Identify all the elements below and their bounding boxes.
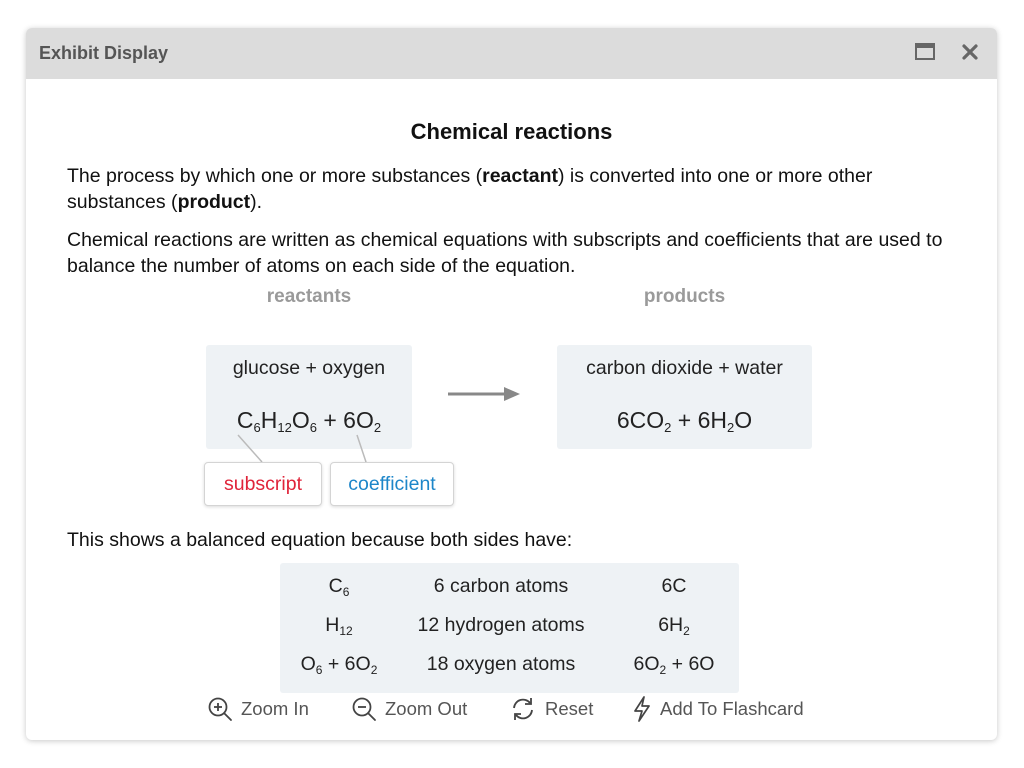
- product-atoms: $6H_2$: [658, 614, 690, 638]
- product-formula: $6CO_2 + 6H_2O$: [616, 407, 753, 435]
- zoom-in-button[interactable]: [207, 691, 309, 727]
- product-atoms: 6C: [661, 575, 687, 597]
- add-to-flashcard-button[interactable]: [632, 691, 804, 727]
- zoom-out-button[interactable]: [351, 691, 467, 727]
- atom-balance-table: [280, 563, 739, 693]
- atom-count: 6 carbon atoms: [433, 575, 569, 597]
- close-icon: [961, 43, 979, 61]
- maximize-icon: [914, 42, 936, 62]
- zoom-in-icon: [207, 696, 233, 722]
- subscript-callout: subscript: [204, 462, 322, 506]
- close-button[interactable]: [957, 39, 983, 65]
- table-row: [280, 575, 739, 605]
- product-term: product: [177, 191, 251, 213]
- exhibit-display-window: [26, 28, 997, 740]
- para-text: ) is converted into one or more other substances (: [67, 165, 873, 213]
- table-row: [280, 614, 739, 644]
- reactant-term: reactant: [482, 165, 558, 187]
- reactant-formula: $C_6H_{12}O_6 + 6O_2$: [236, 407, 382, 435]
- reset-icon: [509, 695, 537, 723]
- reactant-atoms: $O_6 + 6O_2$: [300, 653, 378, 677]
- coefficient-callout: coefficient: [330, 462, 454, 506]
- reset-label: Reset: [545, 698, 594, 719]
- reactants-label: reactants: [266, 286, 352, 307]
- exhibit-toolbar: [26, 691, 997, 727]
- atom-count: 12 hydrogen atoms: [417, 614, 585, 636]
- zoom-out-label: Zoom Out: [385, 698, 468, 719]
- reset-button[interactable]: [509, 691, 593, 727]
- balanced-paragraph: This shows a balanced equation because both sides have:: [67, 529, 573, 551]
- reactant-atoms: $H_{12}$: [325, 614, 353, 638]
- window-title: Exhibit Display: [39, 43, 169, 63]
- para-text: ).: [250, 191, 263, 213]
- products-label: products: [643, 286, 726, 307]
- zoom-out-icon: [351, 696, 377, 722]
- title-bar: [26, 28, 997, 79]
- reactant-name: glucose + oxygen: [232, 357, 386, 379]
- maximize-button[interactable]: [912, 39, 938, 65]
- para-text: The process by which one or more substances (: [67, 165, 483, 187]
- product-name: carbon dioxide + water: [586, 357, 783, 379]
- product-atoms: $6O_2 + 6O$: [633, 653, 715, 677]
- page-title: Chemical reactions: [410, 119, 613, 144]
- reactant-atoms: $C_6$: [328, 575, 350, 599]
- add-to-flashcard-label: Add To Flashcard: [660, 698, 804, 719]
- zoom-in-label: Zoom In: [241, 698, 309, 719]
- exhibit-content: [26, 79, 997, 740]
- table-row: [280, 653, 739, 683]
- atom-count: 18 oxygen atoms: [426, 653, 576, 675]
- equation-paragraph: Chemical reactions are written as chemical equations with subscripts and coefficients that are used to balance the number of atoms on each side of the equation.: [67, 229, 943, 277]
- lightning-icon: [632, 695, 652, 723]
